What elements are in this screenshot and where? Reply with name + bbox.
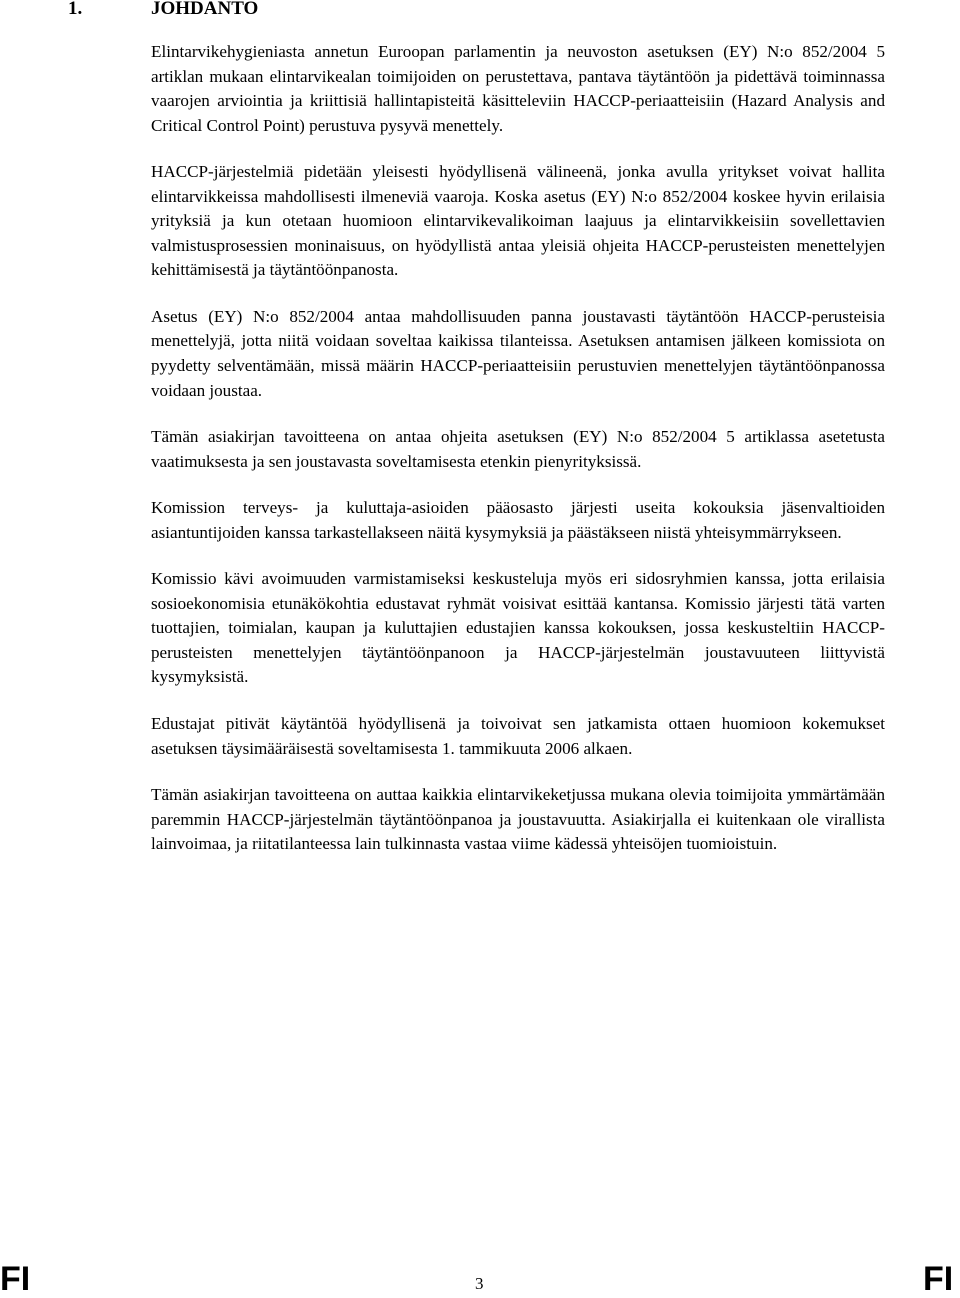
footer-language-code-right: FI	[923, 1260, 954, 1298]
page-number: 3	[475, 1274, 484, 1293]
section-number: 1.	[68, 0, 83, 19]
paragraph: HACCP-järjestelmiä pidetään yleisesti hyödyllisenä välineenä, jonka avulla yritykset voivat hallita elintarvikkeissa mahdollisesti ilmeneviä vaaroja. Koska asetus (EY) N:o 852/2004 koskee hyvin erilaisia yrityksiä ja kun otetaan huomioon elintarvikevalikoiman laajuus ja elintarvikkeisiin sovellettavien valmistusprosessien moninaisuus, on hyödyllistä antaa yleisiä ohjeita HACCP-perusteisten menettelyjen kehittämisestä ja täytäntöönpanosta.	[151, 162, 885, 280]
paragraph: Elintarvikehygieniasta annetun Euroopan parlamentin ja neuvoston asetuksen (EY) N:o 852/2004 5 artiklan mukaan elintarvikealan toimijoiden on perustettava, pantava täytäntöön ja pidettävä toiminnassa vaarojen arviointia ja kriittisiä hallintapisteitä käsitteleviin HACCP-periaatteisiin (Hazard Analysis and Critical Control Point) perustuva pysyvä menettely.	[151, 42, 885, 135]
paragraph: Komissio kävi avoimuuden varmistamiseksi keskusteluja myös eri sidosryhmien kanssa, jotta erilaisia sosioekonomisia etunäkökohtia edustavat ryhmät voisivat esittää kantansa. Komissio järjesti tätä varten tuottajien, toimialan, kaupan ja kuluttajien edustajien kanssa kokouksen, jossa keskusteltiin HACCP-perusteisten menettelyjen täytäntöönpanoon ja HACCP-järjestelmän joustavuuteen liittyvistä kysymyksistä.	[151, 569, 885, 687]
section-title: JOHDANTO	[151, 0, 259, 19]
document-body	[151, 40, 885, 879]
paragraph: Edustajat pitivät käytäntöä hyödyllisenä ja toivoivat sen jatkamista ottaen huomioon kokemukset asetuksen täysimääräisestä soveltamisesta 1. tammikuuta 2006 alkaen.	[151, 714, 885, 758]
footer-language-code-left: FI	[0, 1260, 31, 1298]
paragraph: Komission terveys- ja kuluttaja-asioiden pääosasto järjesti useita kokouksia jäsenvaltioiden asiantuntijoiden kanssa tarkastellakseen näitä kysymyksiä ja päästäkseen niistä yhteisymmärrykseen.	[151, 498, 885, 542]
paragraph: Tämän asiakirjan tavoitteena on auttaa kaikkia elintarvikeketjussa mukana olevia toimijoita ymmärtämään paremmin HACCP-järjestelmän täytäntöönpanoa ja joustavuutta. Asiakirjalla ei kuitenkaan ole virallista lainvoimaa, ja riitatilanteessa lain tulkinnasta vastaa viime kädessä yhteisöjen tuomioistuin.	[151, 785, 885, 854]
paragraph: Tämän asiakirjan tavoitteena on antaa ohjeita asetuksen (EY) N:o 852/2004 5 artiklassa asetetusta vaatimuksesta ja sen joustavasta soveltamisesta etenkin pienyrityksissä.	[151, 427, 885, 471]
paragraph: Asetus (EY) N:o 852/2004 antaa mahdollisuuden panna joustavasti täytäntöön HACCP-perusteisia menettelyjä, jotta niitä voidaan soveltaa kaikissa tilanteissa. Asetuksen antamisen jälkeen komissiota on pyydetty selventämään, missä määrin HACCP-periaatteisiin perustuvien menettelyjen täytäntöönpanossa voidaan joustaa.	[151, 306, 885, 400]
section-heading	[68, 0, 258, 21]
